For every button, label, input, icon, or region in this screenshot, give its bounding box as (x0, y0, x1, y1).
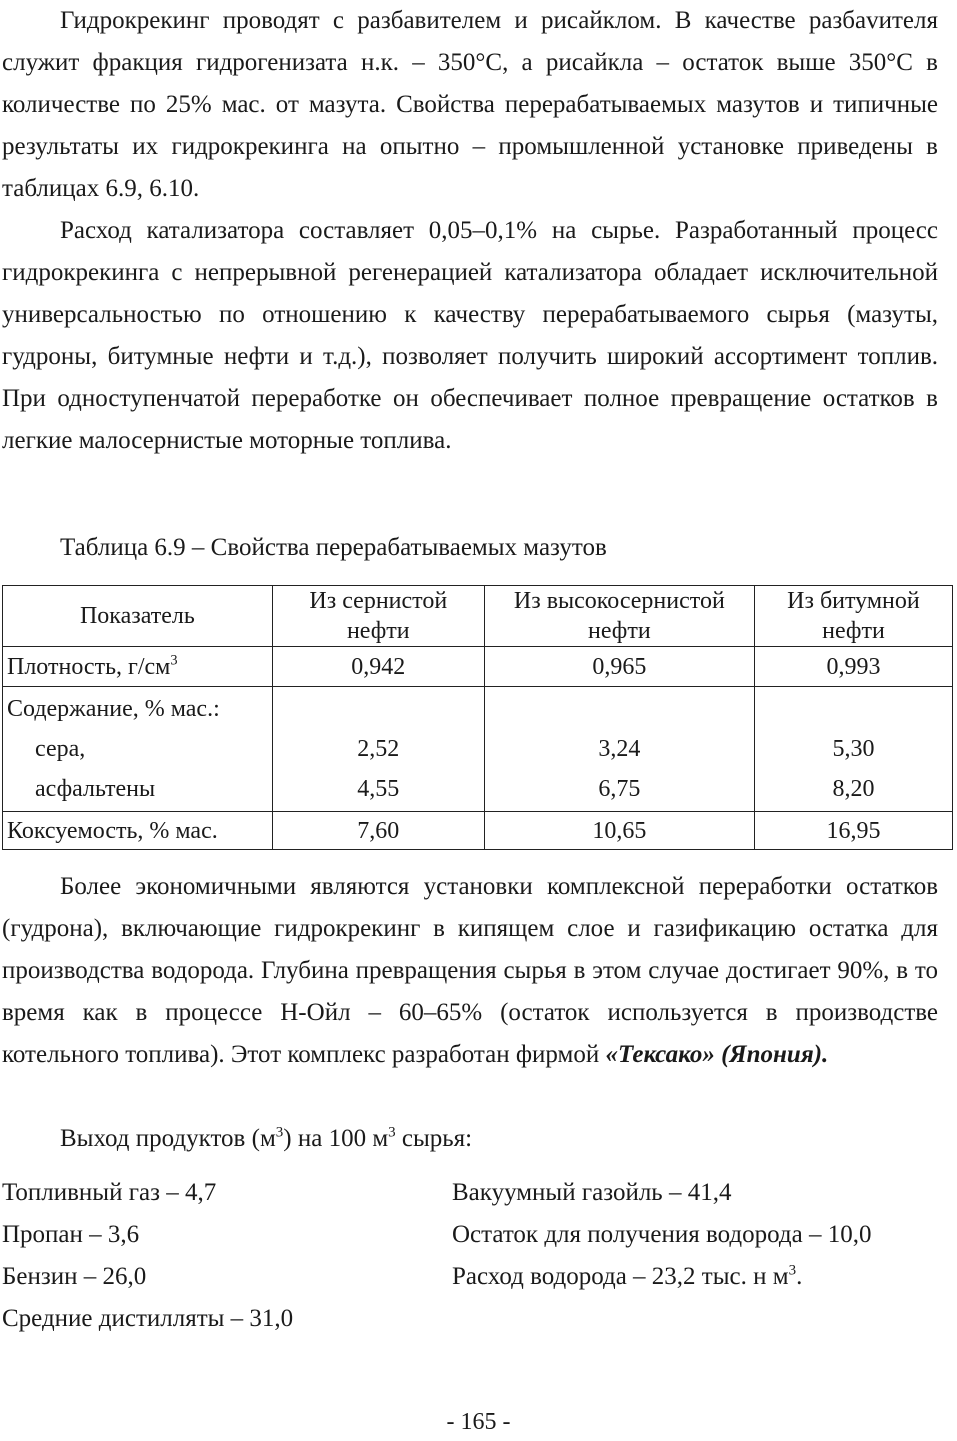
yield-propane: Пропан – 3,6 (2, 1221, 140, 1248)
yield-gasoline: Бензин – 26,0 (2, 1263, 147, 1290)
content-label: Содержание, % мас.: (7, 696, 220, 722)
asphaltenes-bituminous: 8,20 (832, 776, 875, 802)
header-sulfurous-oil: Из сернистой нефти (272, 586, 484, 647)
coking-sulfurous: 7,60 (272, 812, 484, 850)
paragraph-complex-processing: Более экономичными являются установки комплексной переработки остатков (гудрона), включающие гидрокрекинг в кипящем слое и газификацию остатка для производства водорода. Глубина превращения сырья в этом случае достигает 90%, в то время как в процессе Н-Ойл – 60–65% (остаток используется в производстве котельного топлива). Этот комплекс разработан фирмой «Тексако» (Япония). (2, 873, 938, 1068)
hydrogen-consumption: Расход водорода – 23,2 тыс. н $м^3$. (452, 1262, 803, 1290)
page-number: - 165 - (446, 1409, 511, 1435)
sulfur-sulfurous: 2,52 (357, 736, 400, 762)
yield-list-left (2, 1172, 293, 1340)
density-sulfurous: 0,942 (272, 647, 484, 687)
row-label-content (3, 687, 273, 812)
coking-high-sulfur: 10,65 (484, 812, 754, 850)
yield-hydrogen-residue: Остаток для получения водорода – 10,0 (452, 1221, 872, 1248)
yield-vacuum-gasoil: Вакуумный газойль – 41,4 (452, 1179, 732, 1206)
firm-name: «Тексако» (Япония). (605, 1041, 829, 1068)
fuel-oil-properties-table (2, 585, 953, 850)
table-row-coking (3, 812, 953, 850)
sulfur-bituminous: 5,30 (832, 736, 875, 762)
row-label-coking: Коксуемость, % мас. (3, 812, 273, 850)
asphaltenes-sulfurous: 4,55 (357, 776, 400, 802)
header-indicator: Показатель (3, 586, 273, 647)
sulfur-high-sulfur: 3,24 (598, 736, 641, 762)
content-high-sulfur (484, 687, 754, 812)
content-sulfurous (272, 687, 484, 812)
row-label-density: Плотность, $г/см^3$ (3, 647, 273, 687)
paragraph-catalyst-consumption: Расход катализатора составляет 0,05–0,1% на сырье. Разработанный процесс гидрокрекинга с непрерывной регенерацией катализатора обладает исключительной универсальностью по отношению к качеству перерабатываемого сырья (мазуты, гудроны, битумные нефти и т.д.), позволяет получить широкий ассортимент топлив. При одноступенчатой переработке он обеспечивает полное превращение остатков в легкие малосернистые моторные топлива. (2, 217, 938, 454)
header-high-sulfur-oil: Из высокосернистой нефти (484, 586, 754, 647)
table-row-density (3, 647, 953, 687)
cubic-superscript: 3 (170, 652, 178, 669)
yield-fuel-gas: Топливный газ – 4,7 (2, 1179, 217, 1206)
yield-middle-distillates: Средние дистилляты – 31,0 (2, 1305, 294, 1332)
coking-bituminous: 16,95 (754, 812, 952, 850)
asphaltenes-high-sulfur: 6,75 (598, 776, 641, 802)
yield-list-right (452, 1172, 871, 1298)
yield-heading: Выход продуктов $(м^3)$ на 100 $м^3$ сырья: (60, 1124, 473, 1152)
asphaltenes-label: асфальтены (35, 776, 156, 802)
paragraph-hydrocracking-diluent: Гидрокрекинг проводят с разбавителем и рисайклом. В качестве разбаvителя служит фракция гидрогенизата н.к. – 350°С, а рисайкла – остаток выше 350°С в количестве по 25% мас. от мазута. Свойства перерабатываемых мазутов и типичные результаты их гидрокрекинга на опытно – промышленной установке приведены в таблицах 6.9, 6.10. (2, 7, 938, 202)
table-header-row (3, 586, 953, 647)
density-bituminous: 0,993 (754, 647, 952, 687)
content-bituminous (754, 687, 952, 812)
density-high-sulfur: 0,965 (484, 647, 754, 687)
sulfur-label: сера, (35, 736, 86, 762)
table-row-content (3, 687, 953, 812)
table-caption: Таблица 6.9 – Свойства перерабатываемых мазутов (60, 534, 607, 561)
header-bituminous-oil: Из битумной нефти (754, 586, 952, 647)
